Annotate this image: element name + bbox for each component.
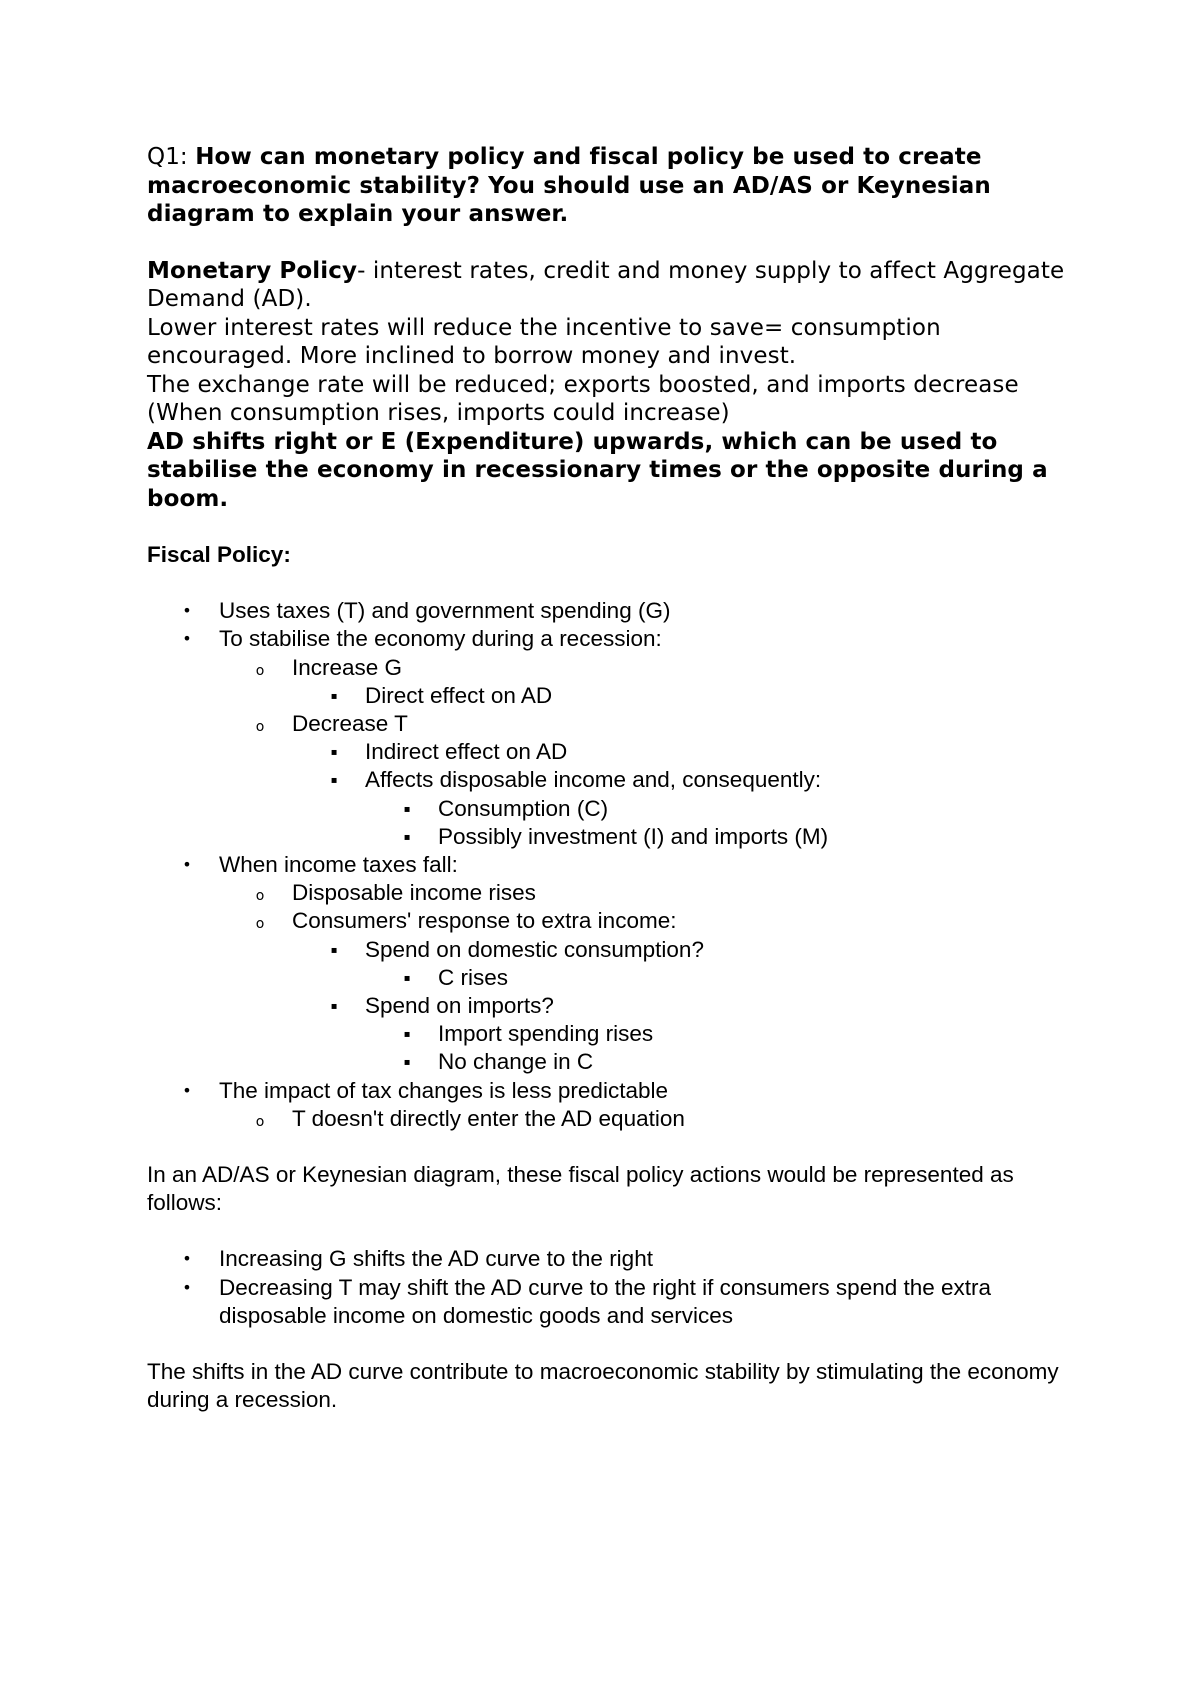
square-bullet-icon	[397, 796, 417, 824]
monetary-conclusion-text: AD shifts right or E (Expenditure) upwards, which can be used to stabilise the economy in recessionary times or the opposite during a boom.	[147, 428, 1048, 512]
square-bullet-icon	[397, 1049, 417, 1077]
bullet-icon	[177, 851, 197, 879]
square-bullet-icon	[324, 739, 344, 767]
diagram-list	[147, 1245, 1087, 1330]
bullet-icon	[177, 1077, 197, 1105]
list-item-text: To stabilise the economy during a recession:	[219, 626, 662, 652]
monetary-conclusion	[147, 428, 1087, 514]
monetary-intro-paragraph	[147, 257, 1087, 314]
bullet-icon	[177, 1274, 197, 1302]
list-item	[147, 992, 1087, 1077]
list-item-text: Decreasing T may shift the AD curve to the right if consumers spend the extra disposable income on domestic goods and services	[219, 1274, 992, 1328]
monetary-heading: Monetary Policy	[147, 257, 358, 284]
bullet-icon	[177, 1245, 197, 1273]
list-item	[147, 654, 1087, 710]
list-item	[147, 1245, 1087, 1273]
list-item	[147, 682, 1087, 710]
list-item-text: When income taxes fall:	[219, 852, 458, 878]
question-text: How can monetary policy and fiscal policy be used to create macroeconomic stability? You should use an AD/AS or Keynesian diagram to explain your answer.	[147, 144, 991, 227]
square-bullet-icon	[397, 965, 417, 993]
list-item	[147, 625, 1087, 851]
list-item	[147, 795, 1087, 823]
monetary-intro: - interest rates, credit and money supply to affect Aggregate Demand (AD).	[147, 257, 1065, 312]
fiscal-heading-text: Fiscal Policy:	[147, 542, 291, 567]
square-bullet-icon	[324, 683, 344, 711]
list-item	[147, 823, 1087, 851]
list-item-text: Consumption (C)	[438, 795, 609, 821]
list-item	[147, 964, 1087, 992]
circle-bullet-icon	[250, 657, 270, 685]
square-bullet-icon	[397, 824, 417, 852]
monetary-line-exchange: The exchange rate will be reduced; exports boosted, and imports decrease (When consumption rises, imports could increase)	[147, 371, 1019, 426]
list-item	[147, 851, 1087, 1077]
list-item	[147, 738, 1087, 766]
list-item-text: Import spending rises	[438, 1021, 654, 1047]
list-item-text: No change in C	[438, 1049, 594, 1075]
list-item	[147, 936, 1087, 992]
document-content	[147, 143, 1087, 1414]
conclusion-paragraph: The shifts in the AD curve contribute to macroeconomic stability by stimulating the economy during a recession.	[147, 1359, 1059, 1413]
list-item	[147, 766, 1087, 851]
circle-bullet-icon	[250, 910, 270, 938]
list-item	[147, 710, 1087, 851]
monetary-line-interest: Lower interest rates will reduce the incentive to save= consumption encouraged. More inclined to borrow money and invest.	[147, 314, 941, 369]
list-item-text: Consumers' response to extra income:	[292, 908, 677, 934]
question-paragraph	[147, 143, 1087, 229]
list-item	[147, 1105, 1087, 1133]
list-item	[147, 907, 1087, 1076]
list-item	[147, 597, 1087, 625]
list-item	[147, 879, 1087, 907]
fiscal-heading	[147, 541, 1087, 569]
list-item	[147, 1274, 1087, 1330]
square-bullet-icon	[324, 767, 344, 795]
circle-bullet-icon	[250, 713, 270, 741]
list-item-text: Disposable income rises	[292, 880, 536, 906]
circle-bullet-icon	[250, 882, 270, 910]
diagram-intro: In an AD/AS or Keynesian diagram, these fiscal policy actions would be represented as follows:	[147, 1162, 1014, 1216]
fiscal-list	[147, 597, 1087, 1133]
square-bullet-icon	[397, 1021, 417, 1049]
list-item	[147, 1020, 1087, 1048]
list-item-text: The impact of tax changes is less predictable	[219, 1077, 668, 1103]
list-item-text: C rises	[438, 964, 509, 990]
square-bullet-icon	[324, 993, 344, 1021]
list-item-text: Indirect effect on AD	[365, 739, 568, 765]
question-prefix: Q1:	[147, 144, 196, 170]
list-item-text: Increase G	[292, 654, 403, 680]
list-item-text: Spend on imports?	[365, 993, 554, 1019]
list-item-text: Decrease T	[292, 711, 408, 737]
list-item-text: Affects disposable income and, consequently:	[365, 767, 822, 793]
list-item-text: Uses taxes (T) and government spending (G)	[219, 598, 671, 624]
list-item	[147, 1048, 1087, 1076]
square-bullet-icon	[324, 937, 344, 965]
list-item	[147, 1077, 1087, 1133]
bullet-icon	[177, 597, 197, 625]
list-item-text: Direct effect on AD	[365, 682, 553, 708]
bullet-icon	[177, 625, 197, 653]
list-item-text: T doesn't directly enter the AD equation	[292, 1105, 685, 1131]
circle-bullet-icon	[250, 1108, 270, 1136]
list-item-text: Increasing G shifts the AD curve to the right	[219, 1246, 653, 1272]
list-item-text: Possibly investment (I) and imports (M)	[438, 823, 829, 849]
list-item-text: Spend on domestic consumption?	[365, 936, 704, 962]
